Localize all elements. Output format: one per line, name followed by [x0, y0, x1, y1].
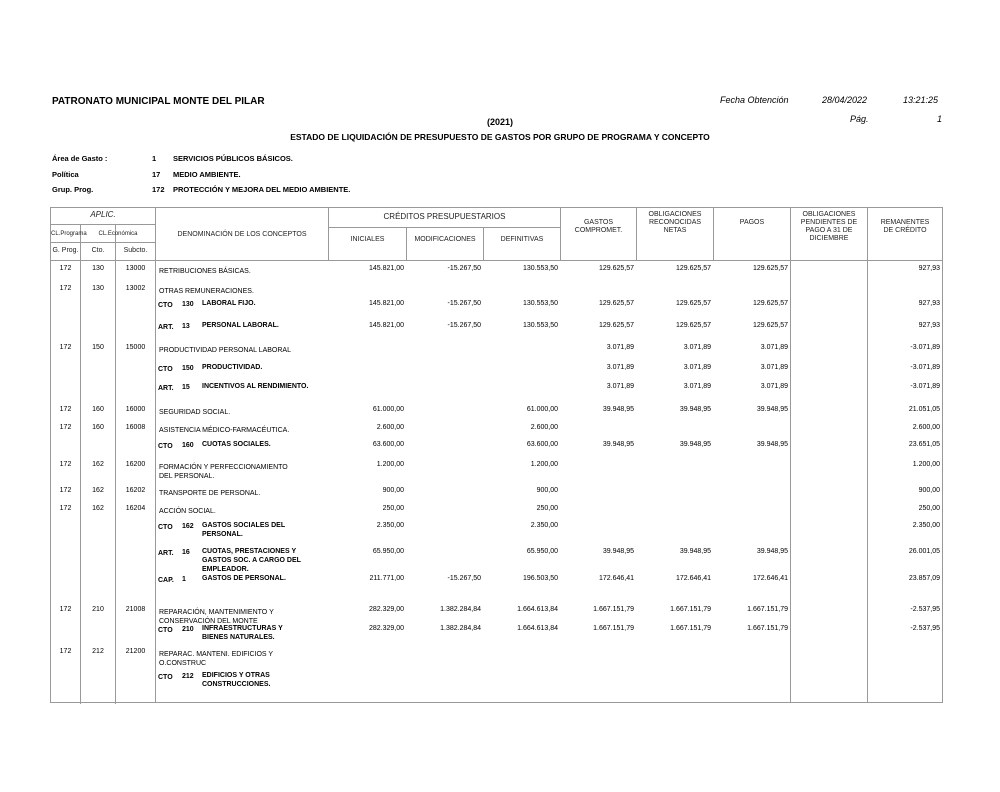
row-gprog: 172 — [59, 648, 72, 655]
hdr-obligaciones — [637, 211, 713, 235]
row-total-code: 16 — [182, 549, 190, 556]
row-total-desc: BIENES NATURALES. — [202, 634, 275, 641]
row-total-desc: GASTOS SOC. A CARGO DEL — [202, 557, 301, 564]
info-grupo-label: Grup. Prog. — [52, 185, 94, 194]
row-gprog: 172 — [59, 285, 72, 292]
fecha-label: Fecha Obtención — [720, 95, 789, 105]
row-value-obl: 3.071,89 — [683, 344, 711, 351]
row-value-ini: 2.600,00 — [376, 424, 404, 431]
row-divider — [328, 227, 560, 228]
row-cto: 160 — [92, 406, 104, 413]
row-total-desc: GASTOS SOCIALES DEL — [202, 522, 286, 529]
row-value-gas: 39.948,95 — [602, 406, 634, 413]
row-value-pag: 129.625,57 — [752, 265, 788, 272]
row-total-desc: INFRAESTRUCTURAS Y — [202, 625, 283, 632]
row-value-obl: 39.948,95 — [679, 441, 711, 448]
row-value-pag: 129.625,57 — [752, 322, 788, 329]
budget-table — [50, 207, 943, 703]
row-value-mod: 1.382.284,84 — [440, 625, 481, 632]
row-value-pag: 39.948,95 — [756, 441, 788, 448]
row-desc: SEGURIDAD SOCIAL. — [159, 409, 231, 416]
row-total-desc: CUOTAS, PRESTACIONES Y — [202, 548, 297, 555]
row-gprog: 172 — [59, 606, 72, 613]
row-total-kind: ART. — [158, 324, 174, 331]
hdr-aplic: APLIC. — [90, 210, 116, 219]
row-total-desc: GASTOS DE PERSONAL. — [202, 575, 286, 582]
row-value-ini: 900,00 — [382, 487, 404, 494]
row-value-def: 250,00 — [536, 505, 558, 512]
row-total-code: 15 — [182, 384, 190, 391]
hdr-oblig-l2: RECONOCIDAS — [648, 219, 702, 226]
row-total-kind: CTO — [158, 674, 173, 681]
row-total-code: 130 — [182, 301, 194, 308]
row-value-gas: 1.667.151,79 — [593, 606, 634, 613]
row-subcto: 16204 — [125, 505, 146, 512]
row-total-kind: CTO — [158, 627, 173, 634]
row-value-def: 900,00 — [536, 487, 558, 494]
row-value-gas: 3.071,89 — [606, 383, 634, 390]
row-value-rem: 900,00 — [918, 487, 940, 494]
row-desc: CONSERVACIÓN DEL MONTE — [159, 618, 258, 625]
row-value-def: 61.000,00 — [526, 406, 558, 413]
row-total-desc: CUOTAS SOCIALES. — [202, 441, 271, 448]
row-value-rem: 2.600,00 — [912, 424, 940, 431]
hdr-iniciales: INICIALES — [350, 236, 385, 243]
row-value-mod: -15.267,50 — [447, 575, 481, 582]
row-value-gas: 172.646,41 — [598, 575, 634, 582]
row-value-rem: -3.071,89 — [910, 364, 940, 371]
row-cto: 212 — [92, 648, 104, 655]
row-desc: REPARAC. MANTENI. EDIFICIOS Y — [159, 651, 274, 658]
row-value-rem: 1.200,00 — [912, 461, 940, 468]
row-value-obl: 3.071,89 — [683, 383, 711, 390]
row-gprog: 172 — [59, 424, 72, 431]
row-total-kind: CAP. — [158, 577, 174, 584]
hdr-creditos: CRÉDITOS PRESUPUESTARIOS — [383, 212, 506, 221]
row-value-ini: 63.600,00 — [372, 441, 404, 448]
row-desc: FORMACIÓN Y PERFECCIONAMIENTO — [159, 464, 288, 471]
row-cto: 160 — [92, 424, 104, 431]
row-total-desc: PRODUCTIVIDAD. — [202, 364, 263, 371]
row-desc: PRODUCTIVIDAD PERSONAL LABORAL — [159, 347, 291, 354]
info-area-code: 1 — [152, 154, 157, 163]
row-total-kind: CTO — [158, 366, 173, 373]
row-value-rem: 21.051,05 — [908, 406, 940, 413]
col-divider — [713, 208, 714, 260]
row-value-ini: 65.950,00 — [372, 548, 404, 555]
row-value-rem: 250,00 — [918, 505, 940, 512]
row-value-rem: -2.537,95 — [910, 606, 940, 613]
row-value-gas: 3.071,89 — [606, 364, 634, 371]
row-value-rem: -3.071,89 — [910, 383, 940, 390]
hdr-gastos-l2: COMPROMET. — [574, 227, 623, 234]
row-value-pag: 3.071,89 — [760, 383, 788, 390]
row-total-code: 160 — [182, 442, 194, 449]
row-desc: ASISTENCIA MÉDICO-FARMACÉUTICA. — [159, 427, 290, 434]
row-value-rem: 26.001,05 — [908, 548, 940, 555]
row-value-ini: 211.771,00 — [369, 575, 404, 582]
row-value-obl: 1.667.151,79 — [670, 625, 711, 632]
row-desc: TRANSPORTE DE PERSONAL. — [159, 490, 261, 497]
row-gprog: 172 — [59, 505, 72, 512]
row-subcto: 16000 — [125, 406, 146, 413]
header-bottom-line — [51, 260, 942, 261]
hdr-definitivas: DEFINITIVAS — [500, 236, 544, 243]
hdr-gastos — [561, 219, 636, 235]
fecha-value: 28/04/2022 — [822, 95, 868, 105]
row-value-obl: 129.625,57 — [675, 300, 711, 307]
hdr-remanentes — [868, 219, 942, 235]
row-value-pag: 129.625,57 — [752, 300, 788, 307]
row-total-kind: CTO — [158, 302, 173, 309]
row-divider — [51, 224, 155, 225]
row-total-code: 212 — [182, 673, 194, 680]
row-value-gas: 129.625,57 — [598, 265, 634, 272]
row-value-def: 2.350,00 — [530, 522, 558, 529]
row-total-code: 162 — [182, 523, 194, 530]
row-value-ini: 145.821,00 — [368, 300, 404, 307]
hdr-denominacion: DENOMINACIÓN DE LOS CONCEPTOS — [177, 231, 307, 238]
info-grupo-code: 172 — [152, 185, 165, 194]
row-value-gas: 129.625,57 — [598, 322, 634, 329]
row-cto: 130 — [92, 285, 104, 292]
row-subcto: 13000 — [125, 265, 146, 272]
row-value-mod: -15.267,50 — [447, 300, 481, 307]
hdr-oblig-l1: OBLIGACIONES — [648, 211, 702, 218]
row-subcto: 13002 — [125, 285, 146, 292]
row-value-pag: 3.071,89 — [760, 364, 788, 371]
report-year: (2021) — [486, 117, 513, 127]
hdr-pend-l2: PENDIENTES DE — [800, 219, 858, 226]
row-total-code: 210 — [182, 626, 194, 633]
row-value-pag: 3.071,89 — [760, 344, 788, 351]
row-value-mod: -15.267,50 — [447, 265, 481, 272]
row-subcto: 16200 — [125, 461, 146, 468]
row-value-def: 130.553,50 — [522, 265, 558, 272]
row-cto: 130 — [92, 265, 104, 272]
hdr-pendientes — [791, 211, 867, 243]
row-total-code: 13 — [182, 323, 190, 330]
row-total-kind: ART. — [158, 550, 174, 557]
hdr-rem-l2: DE CRÉDITO — [883, 227, 927, 234]
row-total-code: 1 — [182, 576, 186, 583]
row-value-obl: 129.625,57 — [675, 265, 711, 272]
row-value-ini: 61.000,00 — [372, 406, 404, 413]
row-value-ini: 1.200,00 — [376, 461, 404, 468]
hdr-cto: Cto. — [91, 247, 105, 254]
row-cto: 210 — [92, 606, 104, 613]
row-value-pag: 1.667.151,79 — [747, 606, 788, 613]
hdr-pend-l1: OBLIGACIONES — [802, 211, 856, 218]
report-title: ESTADO DE LIQUIDACIÓN DE PRESUPUESTO DE GASTOS POR GRUPO DE PROGRAMA Y CONCEPTO — [290, 132, 710, 142]
page-number: 1 — [937, 114, 943, 124]
row-gprog: 172 — [59, 265, 72, 272]
row-value-obl: 172.646,41 — [675, 575, 711, 582]
row-value-ini: 250,00 — [382, 505, 404, 512]
row-value-ini: 145.821,00 — [368, 322, 404, 329]
col-divider — [790, 208, 791, 702]
row-subcto: 21200 — [125, 648, 146, 655]
row-value-mod: 1.382.284,84 — [440, 606, 481, 613]
info-politica-label: Política — [52, 170, 79, 179]
info-area-text: SERVICIOS PÚBLICOS BÁSICOS. — [173, 154, 293, 163]
row-value-ini: 145.821,00 — [368, 265, 404, 272]
row-value-obl: 39.948,95 — [679, 406, 711, 413]
row-value-ini: 282.329,00 — [368, 606, 404, 613]
row-value-rem: 927,93 — [918, 300, 940, 307]
row-total-desc: CONSTRUCCIONES. — [202, 681, 271, 688]
row-value-def: 63.600,00 — [526, 441, 558, 448]
row-total-desc: PERSONAL. — [202, 531, 243, 538]
hdr-cl-economica: CL.Económica — [98, 231, 138, 237]
info-grupo-text: PROTECCIÓN Y MEJORA DEL MEDIO AMBIENTE. — [173, 185, 351, 194]
row-desc: ACCIÓN SOCIAL. — [159, 508, 216, 515]
row-cto: 150 — [92, 344, 104, 351]
row-total-kind: CTO — [158, 524, 173, 531]
row-total-desc: EMPLEADOR. — [202, 566, 249, 573]
row-total-code: 150 — [182, 365, 194, 372]
row-total-kind: CTO — [158, 443, 173, 450]
row-value-def: 65.950,00 — [526, 548, 558, 555]
page-label: Pág. — [850, 114, 869, 124]
row-gprog: 172 — [59, 461, 72, 468]
row-total-desc: PERSONAL LABORAL. — [202, 322, 279, 329]
row-value-def: 1.664.613,84 — [517, 606, 558, 613]
row-total-kind: ART. — [158, 385, 174, 392]
row-value-def: 130.553,50 — [522, 322, 558, 329]
row-desc: REPARACIÓN, MANTENIMIENTO Y — [159, 609, 274, 616]
row-value-gas: 3.071,89 — [606, 344, 634, 351]
row-value-def: 2.600,00 — [530, 424, 558, 431]
row-value-rem: 927,93 — [918, 265, 940, 272]
col-divider — [155, 208, 156, 702]
row-value-rem: -2.537,95 — [910, 625, 940, 632]
row-total-desc: LABORAL FIJO. — [202, 300, 256, 307]
row-total-desc: EDIFICIOS Y OTRAS — [202, 672, 270, 679]
row-value-rem: -3.071,89 — [910, 344, 940, 351]
row-value-def: 196.503,50 — [522, 575, 558, 582]
row-value-rem: 23.857,09 — [908, 575, 940, 582]
hdr-rem-l1: REMANENTES — [880, 219, 930, 226]
row-subcto: 21008 — [125, 606, 146, 613]
row-value-def: 1.200,00 — [530, 461, 558, 468]
row-desc: RETRIBUCIONES BÁSICAS. — [159, 268, 251, 275]
hdr-subcto: Subcto. — [123, 247, 148, 254]
row-subcto: 16202 — [125, 487, 146, 494]
hdr-oblig-l3: NETAS — [663, 227, 687, 234]
hdr-pend-l3: PAGO A 31 DE — [805, 227, 853, 234]
row-value-pag: 39.948,95 — [756, 548, 788, 555]
row-value-pag: 39.948,95 — [756, 406, 788, 413]
row-value-pag: 172.646,41 — [752, 575, 788, 582]
row-value-obl: 1.667.151,79 — [670, 606, 711, 613]
row-value-gas: 39.948,95 — [602, 548, 634, 555]
row-desc: OTRAS REMUNERACIONES. — [159, 288, 254, 295]
row-cto: 162 — [92, 487, 104, 494]
row-subcto: 15000 — [125, 344, 146, 351]
info-politica-code: 17 — [152, 170, 161, 179]
row-value-rem: 927,93 — [918, 322, 940, 329]
row-total-desc: INCENTIVOS AL RENDIMIENTO. — [202, 383, 309, 390]
hdr-g-prog: G. Prog. — [52, 247, 79, 254]
row-value-obl: 3.071,89 — [683, 364, 711, 371]
row-value-ini: 282.329,00 — [368, 625, 404, 632]
row-value-obl: 39.948,95 — [679, 548, 711, 555]
row-value-def: 1.664.613,84 — [517, 625, 558, 632]
organization-name: PATRONATO MUNICIPAL MONTE DEL PILAR — [52, 96, 265, 107]
hdr-modificaciones: MODIFICACIONES — [414, 236, 476, 243]
info-politica-text: MEDIO AMBIENTE. — [173, 170, 241, 179]
row-divider — [51, 242, 155, 243]
row-desc: DEL PERSONAL. — [159, 473, 215, 480]
row-value-rem: 2.350,00 — [912, 522, 940, 529]
row-desc: O.CONSTRUC — [159, 660, 207, 667]
row-value-def: 130.553,50 — [522, 300, 558, 307]
hdr-cl-programa: CL.Programa — [51, 231, 87, 237]
hdr-gastos-l1: GASTOS — [583, 219, 614, 226]
row-subcto: 16008 — [125, 424, 146, 431]
row-value-gas: 39.948,95 — [602, 441, 634, 448]
row-cto: 162 — [92, 461, 104, 468]
hdr-pend-l4: DICIEMBRE — [809, 235, 849, 242]
row-cto: 162 — [92, 505, 104, 512]
row-value-rem: 23.651,05 — [908, 441, 940, 448]
hora-value: 13:21:25 — [903, 95, 939, 105]
info-area-label: Área de Gasto : — [52, 154, 108, 163]
row-value-obl: 129.625,57 — [675, 322, 711, 329]
row-gprog: 172 — [59, 406, 72, 413]
hdr-pagos: PAGOS — [739, 219, 765, 226]
row-value-pag: 1.667.151,79 — [747, 625, 788, 632]
row-value-gas: 1.667.151,79 — [593, 625, 634, 632]
row-value-mod: -15.267,50 — [447, 322, 481, 329]
row-value-ini: 2.350,00 — [376, 522, 404, 529]
row-value-gas: 129.625,57 — [598, 300, 634, 307]
row-gprog: 172 — [59, 487, 72, 494]
row-gprog: 172 — [59, 344, 72, 351]
